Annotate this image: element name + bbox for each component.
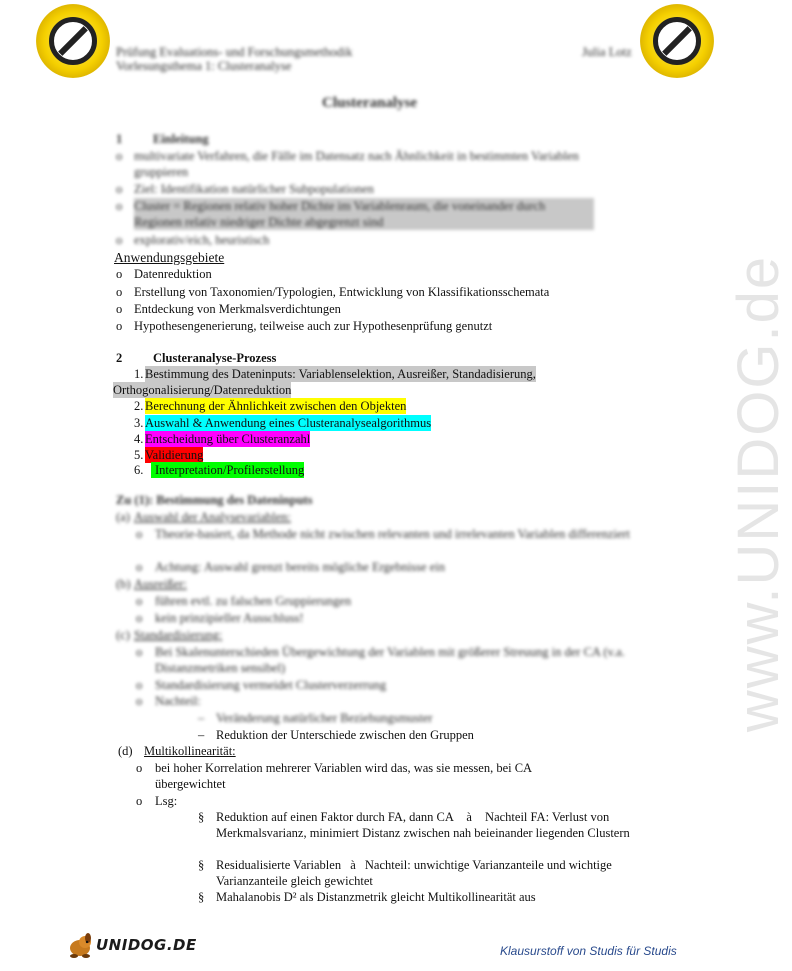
zu1-c-item-1: Bei Skalenunterschieden Übergewichtung der Variablen mit größerer Streuung in der CA (v.a. Distanzmetriken sensibel) <box>155 645 625 675</box>
watermark: www.UNIDOG.de <box>726 254 792 733</box>
zu1-d-label: (d) <box>118 744 133 758</box>
bullet-o: o <box>116 302 123 316</box>
step-6-text: Interpretation/Profilerstellung <box>151 462 304 478</box>
step-2-number: 2. <box>134 399 144 413</box>
zu1-c-label: (c) <box>116 628 130 642</box>
arrow-icon: à <box>350 858 356 872</box>
logo-text: UNIDOG.DE <box>96 936 197 954</box>
zu1-d-title: Multikollinearität: <box>144 744 236 758</box>
bullet-o: o <box>136 678 143 692</box>
zu1-c-item-2: Standardisierung vermeidet Clusterverzerrung <box>155 678 387 692</box>
zu1-b-item-2: kein prinzipieller Ausschluss! <box>155 611 304 625</box>
dash: – <box>198 711 205 725</box>
unidog-logo <box>66 930 197 960</box>
section-mark: § <box>198 810 205 824</box>
zu1-d-sub-3: Mahalanobis D² als Distanzmetrik gleicht Multikollinearität aus <box>216 890 536 904</box>
dash: – <box>198 728 205 742</box>
section1-heading: Einleitung <box>153 132 209 146</box>
anwendung-item-4: Hypothesengenerierung, teilweise auch zur Hypothesenprüfung genutzt <box>134 319 493 333</box>
header-left-line2: Vorlesungsthema 1: Clusteranalyse <box>116 59 292 73</box>
zu1-b-item-1: führen evtl. zu falschen Gruppierungen <box>155 594 352 608</box>
bullet-o: o <box>136 527 143 541</box>
section1-bullet-4: explorativ/eich, heuristisch <box>134 233 270 247</box>
section2-heading: Clusteranalyse-Prozess <box>153 351 277 365</box>
bullet-o: o <box>116 199 123 213</box>
section1-bullet-2: Ziel: Identifikation natürlicher Subpopulationen <box>134 182 374 196</box>
zu1-a-item-1: Theorie-basiert, da Methode nicht zwischen relevanten und irrelevanten Variablen differenziert <box>155 527 631 541</box>
zu1-d-sub-2 <box>216 857 616 889</box>
no-copy-badge-left <box>36 4 110 78</box>
step-2-text: Berechnung der Ähnlichkeit zwischen den Objekten <box>145 399 407 413</box>
page-title: Clusteranalyse <box>322 95 417 111</box>
step-3-number: 3. <box>134 416 144 430</box>
bullet-o: o <box>116 182 123 196</box>
zu1-d-sub-1-b: Nachteil FA: Verlust von Merkmalsvarianz, minimiert Distanz zwischen nah beieinander liegenden Clustern <box>216 810 630 840</box>
anwendung-item-2: Erstellung von Taxonomien/Typologien, Entwicklung von Klassifikationsschemata <box>134 285 550 299</box>
zu1-c-sub-1: Veränderung natürlicher Beziehungsmuster <box>216 711 433 725</box>
zu1-b-title: Ausreißer: <box>134 577 187 591</box>
section1-bullet-1: multivariate Verfahren, die Fälle im Datensatz nach Ähnlichkeit in bestimmten Variablen gruppieren <box>134 149 579 179</box>
step-6-number: 6. <box>134 463 144 477</box>
anwendung-heading: Anwendungsgebiete <box>114 250 225 265</box>
section-mark: § <box>198 890 205 904</box>
zu1-b-label: (b) <box>116 577 131 591</box>
section1-number: 1 <box>116 132 123 146</box>
step-1-number: 1. <box>134 367 144 381</box>
section2-number: 2 <box>116 351 123 365</box>
step-3-text: Auswahl & Anwendung eines Clusteranalysealgorithmus <box>145 416 432 430</box>
section-mark: § <box>198 858 205 872</box>
zu1-a-title: Auswahl der Analysevariablen: <box>134 510 291 524</box>
zu1-c-sub-2: Reduktion der Unterschiede zwischen den Gruppen <box>216 728 474 742</box>
header-left-line1: Prüfung Evaluations- und Forschungsmethodik <box>116 45 353 59</box>
bullet-o: o <box>136 560 143 574</box>
step-4-number: 4. <box>134 432 144 446</box>
bullet-o: o <box>136 611 143 625</box>
bullet-o: o <box>136 645 143 659</box>
zu1-heading: Zu (1): Bestimmung des Dateninputs <box>116 493 313 507</box>
anwendung-item-1: Datenreduktion <box>134 267 212 281</box>
step-4-text: Entscheidung über Clusteranzahl <box>145 432 311 446</box>
bullet-o: o <box>136 761 143 775</box>
bullet-o: o <box>136 694 143 708</box>
section1-bullet-3: Cluster = Regionen relativ hoher Dichte im Variablenraum, die voneinander durch Regionen relativ niedriger Dichte abgegrenzt sind <box>134 198 594 230</box>
step-1-text: Bestimmung des Dateninputs: Variablenselektion, Ausreißer, Standadisierung, <box>145 367 536 381</box>
bullet-o: o <box>116 319 123 333</box>
zu1-a-label: (a) <box>116 510 130 524</box>
bullet-o: o <box>136 794 143 808</box>
zu1-d-item-1: bei hoher Korrelation mehrerer Variablen wird das, was sie messen, bei CA übergewichtet <box>155 761 532 791</box>
anwendung-item-3: Entdeckung von Merkmalsverdichtungen <box>134 302 341 316</box>
dog-icon <box>66 930 96 960</box>
footer-slogan: Klausurstoff von Studis für Studis <box>500 944 677 958</box>
step-5-number: 5. <box>134 448 144 462</box>
zu1-d-sub-1 <box>216 809 646 841</box>
no-copy-badge-right <box>640 4 714 78</box>
bullet-o: o <box>116 233 123 247</box>
step-5-text: Validierung <box>145 448 204 462</box>
bullet-o: o <box>116 285 123 299</box>
zu1-d-item-2: Lsg: <box>155 794 178 808</box>
bullet-o: o <box>136 594 143 608</box>
step-1-text-cont: Orthogonalisierung/Datenreduktion <box>113 383 292 397</box>
bullet-o: o <box>116 267 123 281</box>
zu1-c-item-3: Nachteil: <box>155 694 201 708</box>
arrow-icon: à <box>466 810 472 824</box>
zu1-a-item-2: Achtung: Auswahl grenzt bereits mögliche Ergebnisse ein <box>155 560 445 574</box>
zu1-c-title: Standardisierung: <box>134 628 223 642</box>
zu1-d-sub-1-a: Reduktion auf einen Faktor durch FA, dann CA <box>216 810 454 824</box>
bullet-o: o <box>116 149 123 163</box>
zu1-d-sub-2-b: Nachteil: unwichtige Varianzanteile und wichtige Varianzanteile gleich gewichtet <box>216 858 612 888</box>
zu1-d-sub-2-a: Residualisierte Variablen <box>216 858 342 872</box>
header-right: Julia Lotz <box>582 45 632 59</box>
